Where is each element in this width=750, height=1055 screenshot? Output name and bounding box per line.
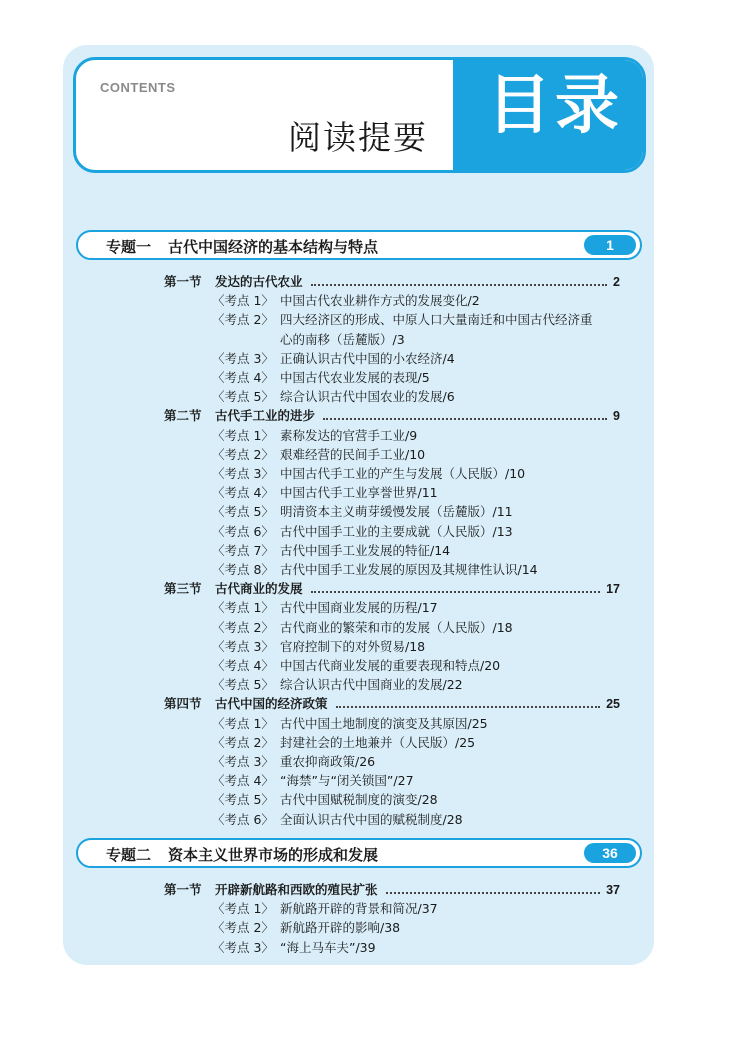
- list-item[interactable]: [0, 773, 750, 789]
- section-title: 发达的古代农业: [215, 274, 303, 289]
- list-item[interactable]: [0, 370, 750, 386]
- item-label: 〈考点 2〉: [212, 920, 274, 936]
- item-label: 〈考点 6〉: [212, 811, 274, 827]
- item-label: 〈考点 2〉: [212, 446, 274, 462]
- item-text: 素称发达的官营手工业/9: [280, 427, 418, 443]
- item-text: 中国古代商业发展的重要表现和特点/20: [280, 658, 501, 673]
- section-label: 第二节: [164, 408, 202, 424]
- topic-bar[interactable]: [76, 838, 642, 868]
- item-label: 〈考点 1〉: [212, 715, 274, 731]
- topic-page-number: 36: [584, 843, 636, 863]
- item-text: 全面认识古代中国的赋税制度/28: [280, 811, 463, 827]
- item-label: 〈考点 8〉: [212, 562, 274, 577]
- contents-label: CONTENTS: [100, 80, 176, 95]
- section-title: 开辟新航路和西欧的殖民扩张: [215, 882, 378, 897]
- topic-label: 专题一: [106, 238, 152, 256]
- item-text: 官府控制下的对外贸易/18: [280, 638, 426, 654]
- item-text: 中国古代农业耕作方式的发展变化/2: [280, 293, 480, 309]
- item-label: 〈考点 3〉: [212, 939, 274, 955]
- section-page-number: 17: [606, 582, 620, 597]
- section-title: 古代手工业的进步: [215, 408, 316, 424]
- item-label: 〈考点 2〉: [212, 312, 274, 328]
- item-label: 〈考点 5〉: [212, 677, 274, 693]
- item-label: 〈考点 4〉: [212, 658, 274, 673]
- list-item[interactable]: [0, 940, 750, 956]
- list-item[interactable]: [0, 447, 750, 463]
- item-label: 〈考点 2〉: [212, 619, 274, 635]
- item-text: 艰难经营的民间手工业/10: [280, 446, 426, 462]
- list-item[interactable]: [0, 466, 750, 482]
- item-label: 〈考点 1〉: [212, 600, 274, 616]
- item-text: 封建社会的土地兼并（人民版）/25: [280, 734, 476, 750]
- topic-page-number: 1: [584, 235, 636, 255]
- list-item[interactable]: [0, 620, 750, 636]
- list-item[interactable]: [0, 504, 750, 520]
- item-text: 心的南移（岳麓版）/3: [280, 331, 405, 347]
- item-text: 正确认识古代中国的小农经济/4: [280, 350, 455, 366]
- item-label: 〈考点 5〉: [212, 389, 274, 405]
- dot-leader: [323, 418, 607, 420]
- item-text: 四大经济区的形成、中原人口大量南迁和中国古代经济重: [280, 312, 593, 328]
- section-label: 第三节: [164, 581, 202, 597]
- topic-title: 古代中国经济的基本结构与特点: [168, 238, 379, 256]
- list-item[interactable]: [0, 600, 750, 616]
- list-item[interactable]: [0, 716, 750, 732]
- topic-label: 专题二: [106, 846, 152, 864]
- list-item[interactable]: [0, 543, 750, 559]
- item-text: 古代中国赋税制度的演变/28: [280, 792, 438, 808]
- item-text: “海禁”与“闭关锁国”/27: [280, 773, 414, 789]
- section-title: 古代中国的经济政策: [215, 696, 328, 712]
- section-label: 第四节: [164, 696, 202, 712]
- list-item[interactable]: [0, 485, 750, 501]
- list-item[interactable]: [0, 562, 750, 578]
- item-text: 重农抑商政策/26: [280, 754, 376, 769]
- item-label: 〈考点 3〉: [212, 638, 274, 654]
- section-row[interactable]: [0, 274, 750, 290]
- list-item[interactable]: [0, 389, 750, 405]
- item-label: 〈考点 3〉: [212, 350, 274, 366]
- section-page-number: 37: [606, 883, 620, 897]
- dot-leader: [311, 284, 608, 286]
- item-text: 古代商业的繁荣和市的发展（人民版）/18: [280, 619, 513, 635]
- section-label: 第一节: [164, 882, 202, 897]
- list-item[interactable]: [0, 754, 750, 770]
- item-text: 古代中国手工业发展的原因及其规律性认识/14: [280, 562, 538, 577]
- section-page-number: 9: [613, 409, 620, 424]
- item-text: 新航路开辟的背景和简况/37: [280, 901, 438, 917]
- list-item[interactable]: [0, 735, 750, 751]
- item-text: “海上马车夫”/39: [280, 939, 376, 955]
- item-label: 〈考点 4〉: [212, 773, 274, 789]
- item-text: 中国古代手工业的产生与发展（人民版）/10: [280, 466, 526, 481]
- section-row[interactable]: [0, 882, 750, 898]
- header-subtitle: 阅读提要: [288, 118, 428, 157]
- item-label: 〈考点 5〉: [212, 504, 274, 520]
- header-card: [73, 57, 646, 173]
- item-label: 〈考点 2〉: [212, 734, 274, 750]
- list-item[interactable]: [0, 792, 750, 808]
- item-text: 古代中国手工业的主要成就（人民版）/13: [280, 523, 513, 539]
- dot-leader: [336, 706, 601, 708]
- section-row[interactable]: [0, 581, 750, 597]
- item-label: 〈考点 3〉: [212, 754, 274, 769]
- item-label: 〈考点 1〉: [212, 427, 274, 443]
- list-item[interactable]: [0, 920, 750, 936]
- item-text: 中国古代农业发展的表现/5: [280, 370, 430, 385]
- section-row[interactable]: [0, 408, 750, 424]
- item-text: 新航路开辟的影响/38: [280, 920, 401, 936]
- section-label: 第一节: [164, 274, 202, 289]
- list-item[interactable]: [0, 428, 750, 444]
- item-label: 〈考点 1〉: [212, 901, 274, 917]
- item-label: 〈考点 1〉: [212, 293, 274, 309]
- section-page-number: 25: [606, 697, 620, 712]
- section-row[interactable]: [0, 696, 750, 712]
- item-text: 古代中国手工业发展的特征/14: [280, 542, 451, 558]
- list-item[interactable]: [0, 658, 750, 674]
- section-title: 古代商业的发展: [215, 581, 303, 597]
- section-page-number: 2: [613, 275, 620, 289]
- item-label: 〈考点 7〉: [212, 542, 274, 558]
- page-title: 目录: [487, 69, 623, 143]
- list-item[interactable]: [0, 639, 750, 655]
- list-item[interactable]: [0, 677, 750, 693]
- list-item[interactable]: [0, 293, 750, 309]
- item-text: 综合认识古代中国农业的发展/6: [280, 389, 455, 405]
- list-item[interactable]: [0, 312, 750, 347]
- item-text: 中国古代手工业享誉世界/11: [280, 485, 438, 501]
- list-item[interactable]: [0, 812, 750, 828]
- item-text: 明清资本主义萌芽缓慢发展（岳麓版）/11: [280, 504, 513, 520]
- item-label: 〈考点 4〉: [212, 485, 274, 501]
- item-label: 〈考点 4〉: [212, 370, 274, 385]
- topic-title: 资本主义世界市场的形成和发展: [168, 846, 379, 864]
- item-label: 〈考点 3〉: [212, 466, 274, 481]
- list-item[interactable]: [0, 351, 750, 367]
- dot-leader: [386, 892, 601, 894]
- item-label: 〈考点 6〉: [212, 523, 274, 539]
- topic-bar[interactable]: [76, 230, 642, 260]
- item-text: 综合认识古代中国商业的发展/22: [280, 677, 463, 693]
- item-text: 古代中国土地制度的演变及其原因/25: [280, 715, 488, 731]
- list-item[interactable]: [0, 524, 750, 540]
- item-text: 古代中国商业发展的历程/17: [280, 600, 438, 616]
- dot-leader: [311, 591, 601, 593]
- item-label: 〈考点 5〉: [212, 792, 274, 808]
- list-item[interactable]: [0, 901, 750, 917]
